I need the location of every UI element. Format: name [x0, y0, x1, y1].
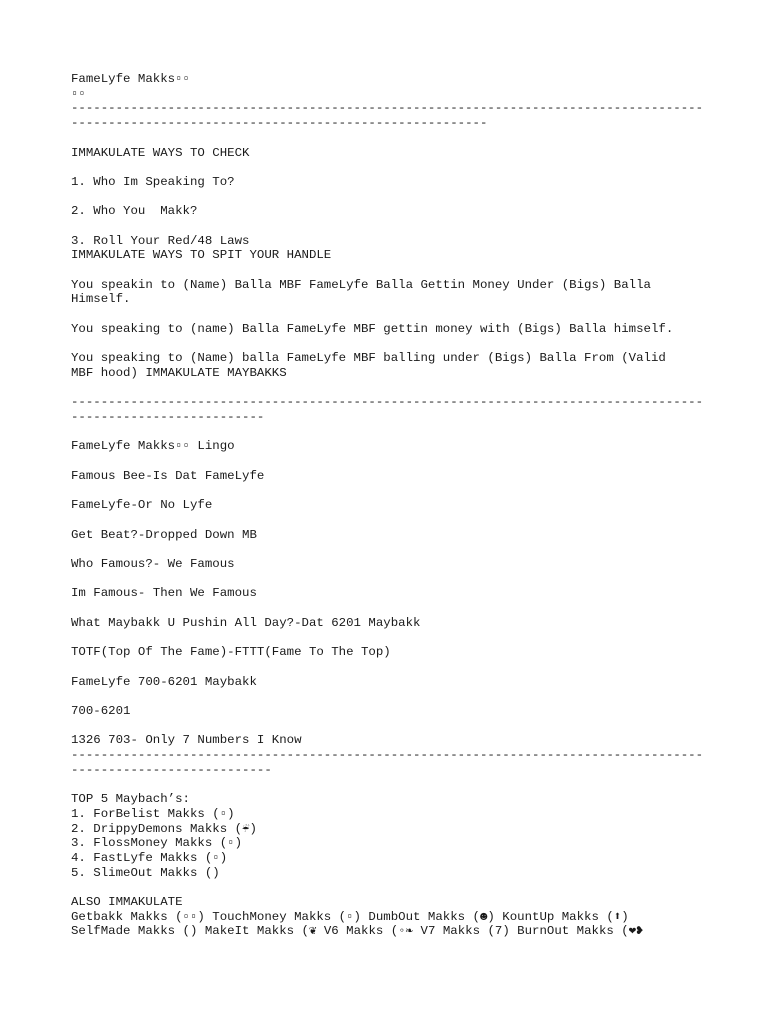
text-line: Famous Bee-Is Dat FameLyfe: [71, 468, 265, 483]
divider-line: -------------------------------------------------------------------------------------: [71, 101, 704, 116]
text-line: 3. FlossMoney Makks (▫): [71, 836, 243, 851]
blank-line: [71, 307, 731, 322]
text-line: You speakin to (Name) Balla MBF FameLyfe Balla Gettin Money Under (Bigs) Balla: [71, 277, 651, 292]
text-line: What Maybakk U Pushin All Day?-Dat 6201 Maybakk: [71, 615, 421, 630]
text-line: 5. SlimeOut Makks (): [71, 865, 220, 880]
blank-line: [71, 337, 731, 352]
blank-line: [71, 719, 731, 734]
text-line: Get Beat?-Dropped Down MB: [71, 527, 257, 542]
text-line: SelfMade Makks () MakeIt Makks (❦ V6 Makks (◦❧ V7 Makks (7) BurnOut Makks (❤❥: [71, 924, 644, 939]
blank-line: [71, 630, 731, 645]
text-line: FameLyfe Makks▫▫: [71, 72, 190, 86]
text-line: ▫▫: [71, 86, 86, 101]
text-line: 2. DrippyDemons Makks (☔): [71, 821, 257, 836]
text-line: IMMAKULATE WAYS TO SPIT YOUR HANDLE: [71, 248, 332, 263]
text-line: 1326 703- Only 7 Numbers I Know: [71, 733, 302, 748]
blank-line: [71, 425, 731, 440]
text-line: MBF hood) IMMAKULATE MAYBAKKS: [71, 365, 287, 380]
blank-line: [71, 513, 731, 528]
blank-line: [71, 190, 731, 205]
document-body: [71, 72, 731, 939]
text-line: 1. Who Im Speaking To?: [71, 174, 235, 189]
text-line: 1. ForBelist Makks (▫): [71, 806, 235, 821]
text-line: 4. FastLyfe Makks (▫): [71, 850, 228, 865]
divider-line: -------------------------------------------------------------------------------------: [71, 748, 704, 763]
text-line: 2. Who You Makk?: [71, 204, 198, 219]
text-line: FameLyfe-Or No Lyfe: [71, 498, 213, 513]
text-line: Getbakk Makks (▫▫) TouchMoney Makks (▫) DumbOut Makks (☻) KountUp Makks (⬆): [71, 909, 629, 924]
divider-line: --------------------------------------------------------: [71, 116, 488, 131]
blank-line: [71, 131, 731, 146]
blank-line: [71, 381, 731, 396]
text-line: Who Famous?- We Famous: [71, 557, 235, 571]
blank-line: [71, 660, 731, 675]
blank-line: [71, 572, 731, 587]
blank-line: [71, 601, 731, 616]
blank-line: [71, 219, 731, 234]
blank-line: [71, 689, 731, 704]
blank-line: [71, 160, 731, 175]
text-line: ALSO IMMAKULATE: [71, 895, 183, 910]
blank-line: [71, 542, 731, 557]
text-line: TOTF(Top Of The Fame)-FTTT(Fame To The Top): [71, 645, 391, 660]
blank-line: [71, 263, 731, 278]
text-line: Himself.: [71, 292, 131, 307]
text-line: FameLyfe 700-6201 Maybakk: [71, 674, 257, 689]
divider-line: -------------------------------------------------------------------------------------: [71, 395, 704, 410]
text-line: TOP 5 Maybach’s:: [71, 792, 190, 807]
text-line: You speaking to (name) Balla FameLyfe MBF gettin money with (Bigs) Balla himself.: [71, 321, 674, 336]
blank-line: [71, 454, 731, 469]
text-line: 700-6201: [71, 703, 131, 718]
text-line: IMMAKULATE WAYS TO CHECK: [71, 145, 250, 160]
text-line: Im Famous- Then We Famous: [71, 586, 257, 601]
divider-line: ---------------------------: [71, 762, 272, 777]
blank-line: [71, 484, 731, 499]
divider-line: --------------------------: [71, 410, 265, 425]
text-line: 3. Roll Your Red/48 Laws: [71, 233, 250, 248]
text-line: You speaking to (Name) balla FameLyfe MBF balling under (Bigs) Balla From (Valid: [71, 351, 666, 366]
blank-line: [71, 880, 731, 895]
blank-line: [71, 777, 731, 792]
text-line: FameLyfe Makks▫▫ Lingo: [71, 439, 235, 454]
